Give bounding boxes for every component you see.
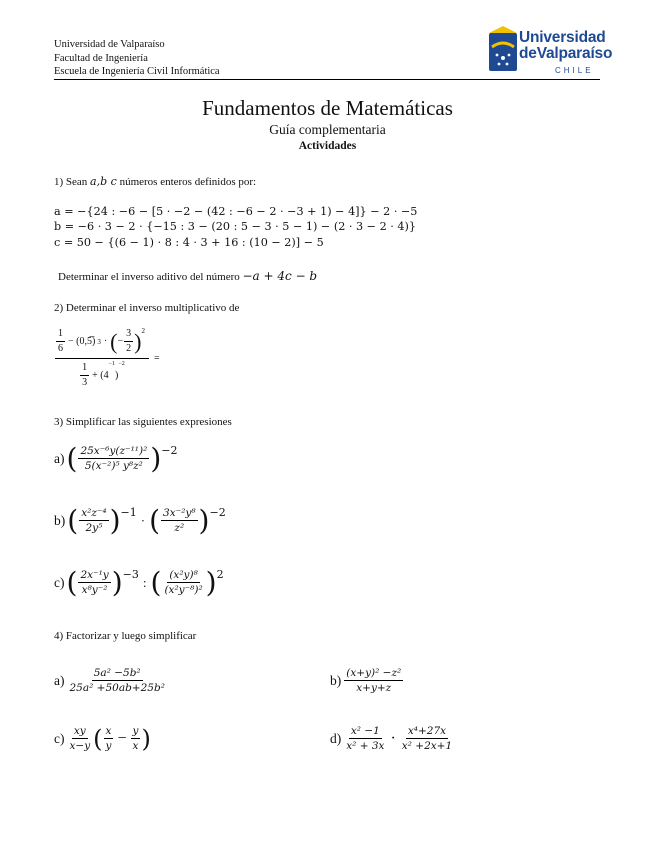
frac-num: 3 bbox=[124, 327, 133, 342]
close-paren: ) bbox=[150, 441, 162, 475]
faculty-name: Facultad de Ingeniería bbox=[54, 52, 148, 64]
school-name: Escuela de Ingeniería Civil Informática bbox=[54, 66, 220, 77]
frac-den: (x²y⁻⁸)² bbox=[164, 584, 203, 596]
close-paren: ) bbox=[109, 503, 121, 537]
q3-b-exponent-2: −2 bbox=[209, 506, 226, 519]
q1-equation-a: a = −{24 : −6 − [5 · −2 − (42 : −6 − 2 · −3 + 1) − 4]} − 2 · −5 bbox=[54, 205, 418, 218]
frac-den: 5(x⁻²)⁵ y⁸z² bbox=[84, 460, 143, 472]
q4-c-fraction-3 bbox=[131, 724, 141, 753]
q2-den-exp: −2 bbox=[118, 361, 125, 367]
q2-dot: · bbox=[103, 336, 108, 347]
frac-num: 1 bbox=[80, 361, 89, 376]
open-paren: ( bbox=[150, 565, 162, 599]
open-paren: ( bbox=[66, 565, 78, 599]
q4-a-fraction bbox=[68, 666, 167, 695]
q1-prompt-text-end: números enteros definidos por: bbox=[116, 176, 257, 188]
q4-prompt: 4) Factorizar y luego simplificar bbox=[54, 630, 197, 642]
frac-den: x² + 3x bbox=[346, 740, 385, 752]
logo-country: CHILE bbox=[555, 66, 594, 75]
page-title: Fundamentos de Matemáticas bbox=[202, 96, 453, 120]
frac-den: x⁸y⁻² bbox=[81, 584, 108, 596]
q4-c-minus: − bbox=[117, 729, 127, 747]
q2-den-term: + (4 bbox=[92, 370, 109, 381]
institution-header bbox=[54, 38, 220, 79]
q2-den-frac bbox=[80, 361, 89, 390]
q3-item-a bbox=[54, 441, 178, 475]
q1-prompt bbox=[54, 175, 256, 188]
q2-paren-sign: − bbox=[117, 336, 124, 347]
frac-num: 2x⁻¹y bbox=[80, 569, 109, 581]
q2-prompt: 2) Determinar el inverso multiplicativo de bbox=[54, 302, 240, 314]
q2-equals: = bbox=[153, 353, 160, 364]
q3-b-dot: · bbox=[140, 512, 146, 528]
frac-num: x⁴+27x bbox=[407, 725, 447, 737]
q2-den-close: ) bbox=[115, 370, 119, 381]
q4-c-fraction-2 bbox=[104, 724, 114, 753]
q4-d-fraction-2 bbox=[400, 724, 454, 753]
header-divider bbox=[54, 79, 600, 80]
q3-prompt: 3) Simplificar las siguientes expresiones bbox=[54, 416, 232, 428]
q3-item-b bbox=[54, 503, 226, 537]
q4-item-c bbox=[54, 724, 151, 753]
q3-c-exponent-1: −3 bbox=[122, 568, 139, 581]
frac-num: y bbox=[132, 725, 139, 737]
close-paren: ) bbox=[134, 328, 142, 354]
open-paren: ( bbox=[149, 503, 161, 537]
frac-num: x bbox=[105, 725, 112, 737]
q4-c-fraction-1 bbox=[68, 724, 93, 753]
q2-expression bbox=[54, 327, 160, 390]
q2-denominator bbox=[77, 359, 127, 390]
q2-num-term-exp: 3 bbox=[97, 337, 101, 346]
q4-b-fraction bbox=[344, 666, 403, 695]
q3-a-fraction bbox=[78, 444, 149, 473]
frac-den: 2y⁵ bbox=[85, 522, 103, 534]
q3-b-fraction-2 bbox=[161, 506, 198, 535]
frac-den: 6 bbox=[58, 343, 63, 354]
open-paren: ( bbox=[110, 328, 118, 354]
q2-paren-frac bbox=[124, 327, 133, 356]
q2-main-fraction bbox=[55, 327, 149, 390]
open-paren: ( bbox=[66, 441, 78, 475]
frac-num: xy bbox=[73, 725, 86, 737]
q4-item-d bbox=[330, 724, 455, 753]
frac-num: (x+y)² −z² bbox=[346, 667, 402, 679]
logo-wordmark bbox=[519, 30, 612, 62]
open-paren: ( bbox=[67, 503, 79, 537]
q4-d-fraction-1 bbox=[344, 724, 386, 753]
q1-equation-c: c = 50 − {(6 − 1) · 8 : 4 · 3 + 16 : (10 − 2)] − 5 bbox=[54, 236, 324, 249]
frac-den: x−y bbox=[69, 740, 91, 752]
frac-num: (x²y)⁸ bbox=[169, 569, 198, 581]
q1-prompt-text: 1) Sean bbox=[54, 176, 91, 188]
q3-b-exponent-1: −1 bbox=[120, 506, 137, 519]
q1-equation-b: b = −6 · 3 − 2 · {−15 : 3 − (20 : 5 − 3 · 5 − 1) − (2 · 3 − 2 · 4)} bbox=[54, 220, 416, 233]
page-subtitle: Guía complementaria bbox=[269, 122, 386, 137]
frac-den: 3 bbox=[82, 377, 88, 388]
q3-c-fraction-2 bbox=[162, 568, 204, 597]
university-name: Universidad de Valparaíso bbox=[54, 39, 165, 50]
q3-c-fraction-1 bbox=[78, 568, 110, 597]
logo-word-bottom: deValparaíso bbox=[519, 45, 613, 62]
q2-num-exp: 2 bbox=[141, 327, 145, 335]
q4-a-label: a) bbox=[54, 672, 65, 688]
q4-d-label: d) bbox=[330, 730, 342, 746]
q4-item-b bbox=[330, 666, 404, 695]
frac-den: x² +2x+1 bbox=[401, 740, 453, 752]
open-paren: ( bbox=[93, 724, 103, 753]
logo-word-top: Universidad bbox=[519, 29, 606, 46]
q4-b-label: b) bbox=[330, 672, 342, 688]
q2-num-term: − (0,5̅) bbox=[68, 336, 96, 347]
q3-c-label: c) bbox=[54, 574, 65, 590]
frac-den: 25a² +50ab+25b² bbox=[69, 682, 165, 694]
close-paren: ) bbox=[205, 565, 217, 599]
university-shield-icon bbox=[488, 25, 518, 73]
frac-num: 1 bbox=[56, 327, 65, 342]
section-heading: Actividades bbox=[298, 140, 357, 152]
q3-a-label: a) bbox=[54, 450, 65, 466]
frac-num: x²z⁻⁴ bbox=[81, 507, 107, 519]
frac-num: x² −1 bbox=[350, 725, 380, 737]
frac-den: x+y+z bbox=[356, 682, 392, 694]
frac-num: 3x⁻²y⁸ bbox=[163, 507, 196, 519]
q2-num-frac bbox=[56, 327, 65, 356]
q3-b-label: b) bbox=[54, 512, 66, 528]
q3-a-exponent: −2 bbox=[161, 444, 178, 457]
q3-c-operator: : bbox=[142, 574, 147, 590]
q3-b-fraction-1 bbox=[79, 506, 108, 535]
q2-numerator bbox=[55, 327, 149, 359]
close-paren: ) bbox=[198, 503, 210, 537]
q1-task-text: Determinar el inverso aditivo del número bbox=[58, 271, 243, 283]
q1-task-expr: −a + 4c − b bbox=[242, 269, 318, 283]
q4-d-dot: · bbox=[390, 729, 396, 747]
q1-task bbox=[58, 269, 317, 283]
frac-den: z² bbox=[174, 522, 185, 534]
q4-c-label: c) bbox=[54, 730, 65, 746]
close-paren: ) bbox=[141, 724, 151, 753]
q2-den-inner-exp: −1 bbox=[108, 361, 116, 367]
frac-num: 5a² −5b² bbox=[93, 667, 141, 679]
frac-den: y bbox=[105, 740, 112, 752]
frac-num: 25x⁻⁶y(z⁻¹¹)² bbox=[80, 445, 148, 457]
close-paren: ) bbox=[111, 565, 123, 599]
q3-c-exponent-2: 2 bbox=[216, 568, 224, 581]
frac-den: x bbox=[132, 740, 139, 752]
q4-item-a bbox=[54, 666, 168, 695]
q3-item-c bbox=[54, 565, 224, 599]
frac-den: 2 bbox=[126, 343, 132, 354]
q1-prompt-vars: a,b c bbox=[90, 175, 117, 188]
